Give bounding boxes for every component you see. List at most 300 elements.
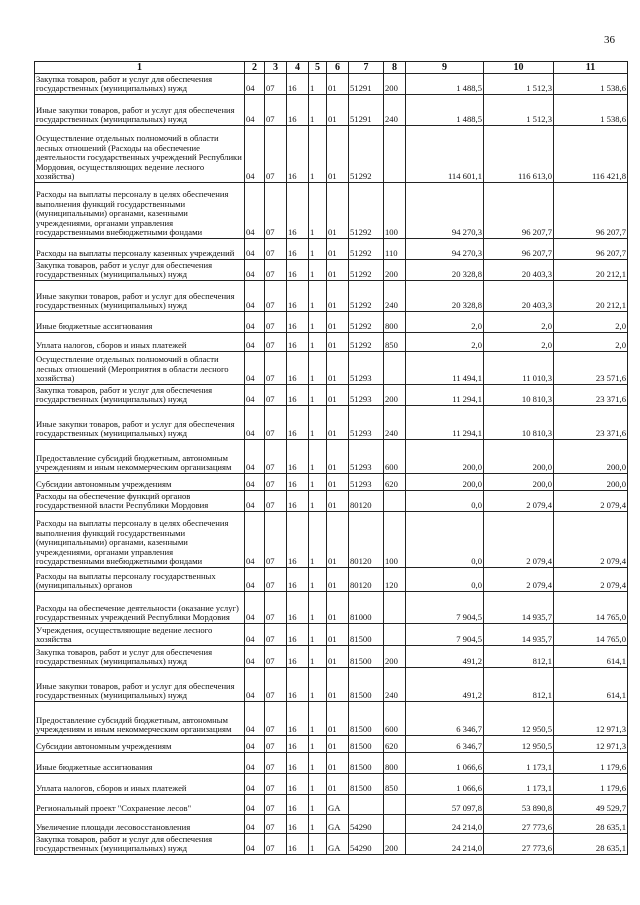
code-expense-type: 240: [384, 281, 406, 312]
amount-col-11: 96 207,7: [554, 183, 628, 239]
amount-col-9: 1 488,5: [406, 95, 484, 126]
code-program: 16: [287, 239, 309, 260]
code-subsection: 07: [265, 385, 287, 406]
table-row: [35, 474, 628, 491]
amount-col-10: 200,0: [484, 474, 554, 491]
column-header: 1: [35, 62, 245, 74]
code-subprogram: 1: [309, 815, 327, 834]
code-expense-type: [384, 795, 406, 815]
code-subsection: 07: [265, 352, 287, 385]
code-subprogram: 1: [309, 592, 327, 624]
column-header: 9: [406, 62, 484, 74]
code-expense-type: [384, 491, 406, 512]
code-event: 01: [327, 774, 349, 795]
table-row: [35, 312, 628, 333]
amount-col-11: 49 529,7: [554, 795, 628, 815]
code-program: 16: [287, 624, 309, 646]
code-expense-type: 200: [384, 260, 406, 281]
code-direction: 51293: [349, 406, 384, 440]
code-event: 01: [327, 592, 349, 624]
code-program: 16: [287, 95, 309, 126]
code-subsection: 07: [265, 624, 287, 646]
code-event: GA: [327, 834, 349, 855]
code-subprogram: 1: [309, 512, 327, 568]
code-direction: 54290: [349, 815, 384, 834]
code-subprogram: 1: [309, 624, 327, 646]
row-name: Иные закупки товаров, работ и услуг для обеспечения государственных (муниципальных) нужд: [35, 668, 245, 702]
code-expense-type: 850: [384, 774, 406, 795]
code-program: 16: [287, 126, 309, 183]
column-header: 7: [349, 62, 384, 74]
table-row: [35, 440, 628, 474]
amount-col-11: 614,1: [554, 668, 628, 702]
code-expense-type: 800: [384, 312, 406, 333]
code-program: 16: [287, 753, 309, 774]
code-expense-type: 240: [384, 95, 406, 126]
code-subsection: 07: [265, 74, 287, 95]
code-subsection: 07: [265, 333, 287, 352]
code-program: 16: [287, 815, 309, 834]
code-subprogram: 1: [309, 568, 327, 592]
code-subsection: 07: [265, 512, 287, 568]
code-program: 16: [287, 592, 309, 624]
code-section: 04: [245, 646, 265, 668]
amount-col-9: 20 328,8: [406, 281, 484, 312]
amount-col-11: 2,0: [554, 312, 628, 333]
row-name: Иные закупки товаров, работ и услуг для обеспечения государственных (муниципальных) нужд: [35, 281, 245, 312]
code-expense-type: 100: [384, 512, 406, 568]
amount-col-10: 1 173,1: [484, 774, 554, 795]
code-subsection: 07: [265, 126, 287, 183]
code-section: 04: [245, 281, 265, 312]
amount-col-10: 96 207,7: [484, 239, 554, 260]
code-program: 16: [287, 183, 309, 239]
code-expense-type: 100: [384, 183, 406, 239]
code-section: 04: [245, 668, 265, 702]
code-subprogram: 1: [309, 385, 327, 406]
amount-col-11: 23 371,6: [554, 406, 628, 440]
amount-col-9: 0,0: [406, 491, 484, 512]
amount-col-9: 491,2: [406, 646, 484, 668]
code-subsection: 07: [265, 260, 287, 281]
row-name: Уплата налогов, сборов и иных платежей: [35, 774, 245, 795]
code-subsection: 07: [265, 795, 287, 815]
amount-col-9: 11 294,1: [406, 385, 484, 406]
column-header: 10: [484, 62, 554, 74]
column-header: 4: [287, 62, 309, 74]
amount-col-10: 812,1: [484, 646, 554, 668]
table-row: [35, 568, 628, 592]
amount-col-11: 1 538,6: [554, 74, 628, 95]
row-name: Увеличение площади лесовосстановления: [35, 815, 245, 834]
code-event: 01: [327, 491, 349, 512]
amount-col-9: 6 346,7: [406, 736, 484, 753]
code-event: 01: [327, 312, 349, 333]
code-subprogram: 1: [309, 774, 327, 795]
code-subsection: 07: [265, 753, 287, 774]
budget-table: [34, 61, 628, 855]
column-header: 6: [327, 62, 349, 74]
amount-col-11: 14 765,0: [554, 624, 628, 646]
table-row: [35, 126, 628, 183]
amount-col-9: 94 270,3: [406, 239, 484, 260]
column-header: 8: [384, 62, 406, 74]
amount-col-11: 1 179,6: [554, 774, 628, 795]
row-name: Иные бюджетные ассигнования: [35, 753, 245, 774]
column-header: 11: [554, 62, 628, 74]
row-name: Уплата налогов, сборов и иных платежей: [35, 333, 245, 352]
code-program: 16: [287, 260, 309, 281]
code-subprogram: 1: [309, 702, 327, 736]
code-event: 01: [327, 126, 349, 183]
code-program: 16: [287, 795, 309, 815]
row-name: Осуществление отдельных полномочий в области лесных отношений (Мероприятия в области лесного хозяйства): [35, 352, 245, 385]
code-expense-type: [384, 815, 406, 834]
code-subprogram: 1: [309, 736, 327, 753]
amount-col-10: 1 512,3: [484, 95, 554, 126]
table-row: [35, 815, 628, 834]
amount-col-11: 200,0: [554, 474, 628, 491]
table-row: [35, 239, 628, 260]
code-direction: 54290: [349, 834, 384, 855]
code-section: 04: [245, 352, 265, 385]
code-direction: 81500: [349, 668, 384, 702]
code-section: 04: [245, 774, 265, 795]
column-header: 5: [309, 62, 327, 74]
row-name: Предоставление субсидий бюджетным, автономным учреждениям и иным некоммерческим организациям: [35, 440, 245, 474]
table-row: [35, 736, 628, 753]
code-section: 04: [245, 333, 265, 352]
row-name: Предоставление субсидий бюджетным, автономным учреждениям и иным некоммерческим организациям: [35, 702, 245, 736]
amount-col-10: 27 773,6: [484, 815, 554, 834]
code-program: 16: [287, 312, 309, 333]
amount-col-9: 11 494,1: [406, 352, 484, 385]
code-direction: 51292: [349, 281, 384, 312]
code-event: 01: [327, 74, 349, 95]
code-subprogram: 1: [309, 74, 327, 95]
code-event: 01: [327, 260, 349, 281]
amount-col-11: 96 207,7: [554, 239, 628, 260]
amount-col-9: 0,0: [406, 568, 484, 592]
code-subsection: 07: [265, 774, 287, 795]
code-subprogram: 1: [309, 406, 327, 440]
table-row: [35, 834, 628, 855]
code-program: 16: [287, 646, 309, 668]
amount-col-9: 7 904,5: [406, 624, 484, 646]
code-program: 16: [287, 834, 309, 855]
code-direction: 80120: [349, 491, 384, 512]
code-section: 04: [245, 239, 265, 260]
code-subsection: 07: [265, 183, 287, 239]
code-section: 04: [245, 474, 265, 491]
row-name: Иные закупки товаров, работ и услуг для обеспечения государственных (муниципальных) нужд: [35, 406, 245, 440]
code-expense-type: 850: [384, 333, 406, 352]
code-section: 04: [245, 753, 265, 774]
code-subsection: 07: [265, 312, 287, 333]
code-subprogram: 1: [309, 126, 327, 183]
amount-col-9: 0,0: [406, 512, 484, 568]
code-direction: 51292: [349, 126, 384, 183]
code-section: 04: [245, 385, 265, 406]
code-program: 16: [287, 568, 309, 592]
row-name: Субсидии автономным учреждениям: [35, 736, 245, 753]
amount-col-11: 20 212,1: [554, 281, 628, 312]
code-subsection: 07: [265, 592, 287, 624]
code-direction: 51293: [349, 474, 384, 491]
amount-col-10: 1 512,3: [484, 74, 554, 95]
code-direction: 51292: [349, 260, 384, 281]
code-subsection: 07: [265, 646, 287, 668]
code-program: 16: [287, 281, 309, 312]
code-subsection: 07: [265, 568, 287, 592]
row-name: Расходы на выплаты персоналу государственных (муниципальных) органов: [35, 568, 245, 592]
code-direction: 51293: [349, 440, 384, 474]
code-subsection: 07: [265, 440, 287, 474]
code-event: 01: [327, 352, 349, 385]
row-name: Субсидии автономным учреждениям: [35, 474, 245, 491]
amount-col-11: 116 421,8: [554, 126, 628, 183]
code-event: 01: [327, 406, 349, 440]
table-row: [35, 95, 628, 126]
amount-col-10: 53 890,8: [484, 795, 554, 815]
amount-col-10: 10 810,3: [484, 406, 554, 440]
amount-col-10: 812,1: [484, 668, 554, 702]
table-row: [35, 753, 628, 774]
amount-col-10: 27 773,6: [484, 834, 554, 855]
table-row: [35, 624, 628, 646]
amount-col-11: 1 179,6: [554, 753, 628, 774]
code-program: 16: [287, 352, 309, 385]
code-expense-type: [384, 126, 406, 183]
code-program: 16: [287, 512, 309, 568]
code-expense-type: 110: [384, 239, 406, 260]
amount-col-11: 20 212,1: [554, 260, 628, 281]
code-subsection: 07: [265, 474, 287, 491]
code-subprogram: 1: [309, 474, 327, 491]
table-row: [35, 668, 628, 702]
amount-col-10: 200,0: [484, 440, 554, 474]
amount-col-9: 200,0: [406, 440, 484, 474]
code-expense-type: 200: [384, 385, 406, 406]
amount-col-9: 94 270,3: [406, 183, 484, 239]
code-subprogram: 1: [309, 95, 327, 126]
amount-col-11: 2 079,4: [554, 512, 628, 568]
amount-col-10: 10 810,3: [484, 385, 554, 406]
code-subprogram: 1: [309, 183, 327, 239]
code-program: 16: [287, 406, 309, 440]
code-direction: 80120: [349, 568, 384, 592]
code-direction: [349, 795, 384, 815]
code-program: 16: [287, 333, 309, 352]
code-event: 01: [327, 183, 349, 239]
code-section: 04: [245, 74, 265, 95]
amount-col-11: 23 371,6: [554, 385, 628, 406]
row-name: Расходы на обеспечение деятельности (оказание услуг) государственных учреждений Республики Мордовия: [35, 592, 245, 624]
row-name: Осуществление отдельных полномочий в области лесных отношений (Расходы на обеспечение деятельности государственных учреждений Республики Мордовия, осуществляющих ведение лесного хозяйства): [35, 126, 245, 183]
row-name: Иные бюджетные ассигнования: [35, 312, 245, 333]
table-row: [35, 774, 628, 795]
code-subprogram: 1: [309, 834, 327, 855]
code-expense-type: 800: [384, 753, 406, 774]
amount-col-11: 12 971,3: [554, 702, 628, 736]
row-name: Расходы на выплаты персоналу в целях обеспечения выполнения функций государственными (муниципальными) органами, казенными учреждениями, органами управления государственными внебюджетными фондами: [35, 512, 245, 568]
code-event: 01: [327, 440, 349, 474]
code-event: 01: [327, 281, 349, 312]
code-subprogram: 1: [309, 239, 327, 260]
amount-col-11: 23 571,6: [554, 352, 628, 385]
amount-col-9: 1 066,6: [406, 774, 484, 795]
column-header: 2: [245, 62, 265, 74]
row-name: Расходы на обеспечение функций органов государственной власти Республики Мордовия: [35, 491, 245, 512]
code-direction: 51292: [349, 333, 384, 352]
amount-col-9: 491,2: [406, 668, 484, 702]
code-event: 01: [327, 753, 349, 774]
code-program: 16: [287, 385, 309, 406]
code-subprogram: 1: [309, 795, 327, 815]
code-event: 01: [327, 512, 349, 568]
amount-col-10: 20 403,3: [484, 281, 554, 312]
row-name: Закупка товаров, работ и услуг для обеспечения государственных (муниципальных) нужд: [35, 260, 245, 281]
amount-col-10: 96 207,7: [484, 183, 554, 239]
row-name: Иные закупки товаров, работ и услуг для обеспечения государственных (муниципальных) нужд: [35, 95, 245, 126]
code-section: 04: [245, 568, 265, 592]
code-section: 04: [245, 592, 265, 624]
code-subprogram: 1: [309, 440, 327, 474]
code-section: 04: [245, 491, 265, 512]
amount-col-11: 2 079,4: [554, 491, 628, 512]
code-expense-type: [384, 624, 406, 646]
table-body: [35, 74, 628, 855]
code-section: 04: [245, 95, 265, 126]
code-section: 04: [245, 815, 265, 834]
code-program: 16: [287, 491, 309, 512]
table-row: [35, 385, 628, 406]
amount-col-9: 20 328,8: [406, 260, 484, 281]
code-event: 01: [327, 239, 349, 260]
code-event: 01: [327, 646, 349, 668]
code-subsection: 07: [265, 95, 287, 126]
code-direction: 81500: [349, 624, 384, 646]
code-section: 04: [245, 795, 265, 815]
code-event: 01: [327, 333, 349, 352]
amount-col-10: 2 079,4: [484, 491, 554, 512]
amount-col-11: 14 765,0: [554, 592, 628, 624]
amount-col-9: 1 066,6: [406, 753, 484, 774]
table-header-row: [35, 62, 628, 74]
code-direction: 51293: [349, 385, 384, 406]
row-name: Закупка товаров, работ и услуг для обеспечения государственных (муниципальных) нужд: [35, 74, 245, 95]
code-program: 16: [287, 440, 309, 474]
code-direction: 51292: [349, 239, 384, 260]
code-expense-type: 200: [384, 646, 406, 668]
code-direction: 81500: [349, 702, 384, 736]
row-name: Учреждения, осуществляющие ведение лесного хозяйства: [35, 624, 245, 646]
amount-col-11: 1 538,6: [554, 95, 628, 126]
amount-col-9: 6 346,7: [406, 702, 484, 736]
code-subprogram: 1: [309, 646, 327, 668]
table-row: [35, 260, 628, 281]
amount-col-11: 2,0: [554, 333, 628, 352]
amount-col-11: 12 971,3: [554, 736, 628, 753]
code-subsection: 07: [265, 702, 287, 736]
code-direction: 81500: [349, 774, 384, 795]
code-subsection: 07: [265, 834, 287, 855]
amount-col-10: 2,0: [484, 312, 554, 333]
code-program: 16: [287, 668, 309, 702]
code-event: GA: [327, 795, 349, 815]
code-subprogram: 1: [309, 753, 327, 774]
amount-col-11: 28 635,1: [554, 815, 628, 834]
amount-col-9: 11 294,1: [406, 406, 484, 440]
row-name: Расходы на выплаты персоналу в целях обеспечения выполнения функций государственными (муниципальными) органами, казенными учреждениями, органами управления государственными внебюджетными фондами: [35, 183, 245, 239]
code-subprogram: 1: [309, 312, 327, 333]
amount-col-10: 116 613,0: [484, 126, 554, 183]
code-event: 01: [327, 385, 349, 406]
code-direction: 51291: [349, 95, 384, 126]
code-program: 16: [287, 774, 309, 795]
code-section: 04: [245, 702, 265, 736]
amount-col-10: 14 935,7: [484, 592, 554, 624]
code-direction: 81500: [349, 646, 384, 668]
code-subsection: 07: [265, 736, 287, 753]
code-section: 04: [245, 512, 265, 568]
amount-col-10: 20 403,3: [484, 260, 554, 281]
amount-col-9: 24 214,0: [406, 815, 484, 834]
table-row: [35, 702, 628, 736]
table-row: [35, 352, 628, 385]
code-expense-type: 240: [384, 668, 406, 702]
code-program: 16: [287, 736, 309, 753]
code-section: 04: [245, 406, 265, 440]
amount-col-10: 12 950,5: [484, 702, 554, 736]
code-event: GA: [327, 815, 349, 834]
code-subprogram: 1: [309, 281, 327, 312]
code-expense-type: 600: [384, 440, 406, 474]
code-subsection: 07: [265, 406, 287, 440]
code-expense-type: 620: [384, 474, 406, 491]
code-direction: 81000: [349, 592, 384, 624]
code-program: 16: [287, 702, 309, 736]
code-event: 01: [327, 474, 349, 491]
code-section: 04: [245, 440, 265, 474]
code-expense-type: 200: [384, 74, 406, 95]
code-event: 01: [327, 702, 349, 736]
amount-col-9: 114 601,1: [406, 126, 484, 183]
code-subprogram: 1: [309, 491, 327, 512]
table-row: [35, 183, 628, 239]
code-program: 16: [287, 474, 309, 491]
code-expense-type: 620: [384, 736, 406, 753]
code-program: 16: [287, 74, 309, 95]
amount-col-11: 200,0: [554, 440, 628, 474]
code-direction: 51292: [349, 183, 384, 239]
code-direction: 80120: [349, 512, 384, 568]
code-direction: 81500: [349, 753, 384, 774]
code-subsection: 07: [265, 281, 287, 312]
table-row: [35, 74, 628, 95]
code-direction: 51292: [349, 312, 384, 333]
code-subprogram: 1: [309, 260, 327, 281]
column-header: 3: [265, 62, 287, 74]
code-subprogram: 1: [309, 333, 327, 352]
code-event: 01: [327, 568, 349, 592]
code-event: 01: [327, 736, 349, 753]
code-subsection: 07: [265, 668, 287, 702]
code-section: 04: [245, 834, 265, 855]
amount-col-9: 24 214,0: [406, 834, 484, 855]
code-expense-type: 600: [384, 702, 406, 736]
table-row: [35, 646, 628, 668]
